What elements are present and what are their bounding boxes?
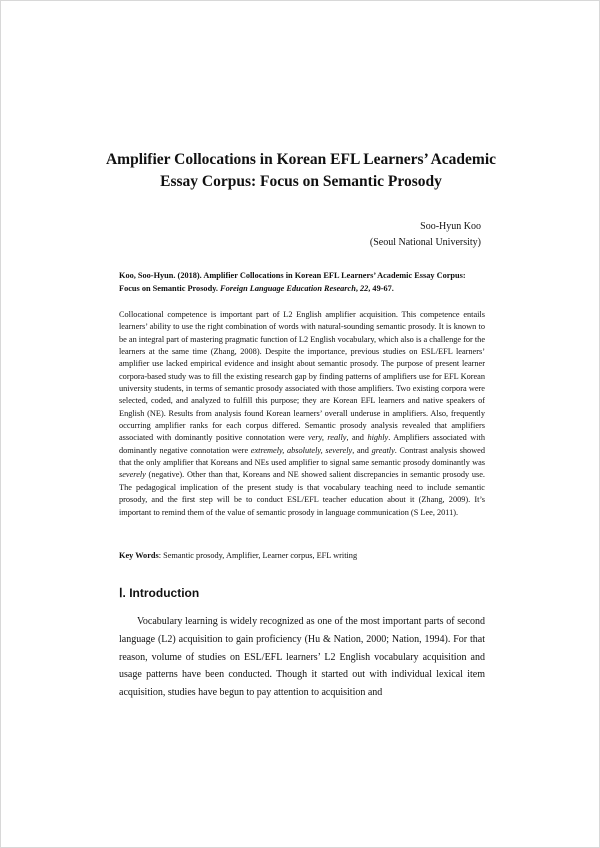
abstract [119, 309, 485, 519]
keywords-text: : Semantic prosody, Amplifier, Learner corpus, EFL writing [158, 551, 358, 560]
intro-body [119, 613, 485, 702]
abstract-sep: , and [352, 445, 372, 455]
section-heading: Ⅰ. Introduction [119, 586, 200, 600]
intro-paragraph: Vocabulary learning is widely recognized as one of the most important parts of second language (L2) acquisition to gain proficiency (Hu & Nation, 2000; Nation, 1994). For that reason, volume of studies on ESL/EFL learners’ L2 English vocabulary acquisition and usage patterns have been conducted. Though it started out with individual lexical item acquisition, studies have begun to pay attention to acquisition and [119, 616, 485, 699]
keywords-label: Key Words [119, 551, 159, 560]
abstract-term: extremely, absolutely, severely [250, 445, 353, 455]
author-affiliation: (Seoul National University) [369, 237, 481, 248]
keywords [119, 550, 485, 562]
abstract-text-3: . Contrast analysis showed that the only amplifier that Koreans and NEs used amplifier to signal same semantic prosody dominantly was [119, 445, 485, 468]
abstract-text-2: . Amplifiers associated with dominantly negative connotation were [119, 433, 485, 455]
abstract-text-4: (negative). Other than that, Koreans and NE showed salient discrepancies in semantic prosody use. The pedagogical implication of the present study is that vocabulary teaching need to include semantic prosody, and the first step will be to conduct ESL/EFL teacher education about it (Zhang, 2009). It’s important to remind them of the value of semantic prosody in language communication (S Lee, 2011). [119, 470, 485, 517]
title-line-2: Essay Corpus: Focus on Semantic Prosody [160, 173, 442, 190]
title-line-1: Amplifier Collocations in Korean EFL Learners’ Academic [105, 151, 497, 168]
abstract-term: very, [308, 433, 324, 443]
abstract-term: severely [119, 470, 146, 480]
citation-pages: , 49-67. [368, 284, 394, 293]
abstract-text-1: Collocational competence is important part of L2 English amplifier acquisition. This competence entails learners’ ability to use the right combination of words with natural-sounding semantic prosody. It is known to be an integral part of mastering pragmatic function of L2 English vocabulary, which also is a challenge for the learners at the same time (Zhang, 2008). Despite the importance, previous studies on ESL/EFL learners’ amplifier use lacked empirical evidence and insight about semantic prosody. The purpose of present learner corpora-based study was to fill the existing research gap by finding patterns of amplifiers use for EFL Korean university students, in terms of semantic prosody associated with those amplifiers. Two existing corpora were selected, coded, and analyzed to fulfill this purpose; they are Korean EFL learners and native speakers of English (NE). Results from analysis found Korean learners’ overall underuse in amplifiers. Also, frequently occurring amplifier ranks for each corpus differed. Semantic prosody analysis revealed that amplifiers associated with dominantly positive connotation were [119, 310, 486, 443]
citation-journal: Foreign Language Education Research [220, 284, 356, 293]
paper-title [61, 149, 541, 193]
abstract-sep: , and [346, 433, 368, 443]
author-name: Soo-Hyun Koo [420, 221, 481, 232]
abstract-term: really [327, 433, 347, 443]
abstract-term: highly [367, 433, 389, 443]
citation: Koo, Soo-Hyun. (2018). Amplifier Collocations in Korean EFL Learners’ Academic Essay Corpus: Focus on Semantic Prosody. Foreign Language Education Research, 22, 49-67. [119, 271, 466, 293]
citation-volume: 22 [359, 284, 369, 293]
abstract-term: greatly [371, 445, 395, 455]
citation-text: Koo, Soo-Hyun. (2018). Amplifier Collocations in Korean EFL Learners’ Academic Essay Corpus: Focus on Semantic Prosody. [119, 271, 466, 293]
author-block [370, 219, 481, 251]
